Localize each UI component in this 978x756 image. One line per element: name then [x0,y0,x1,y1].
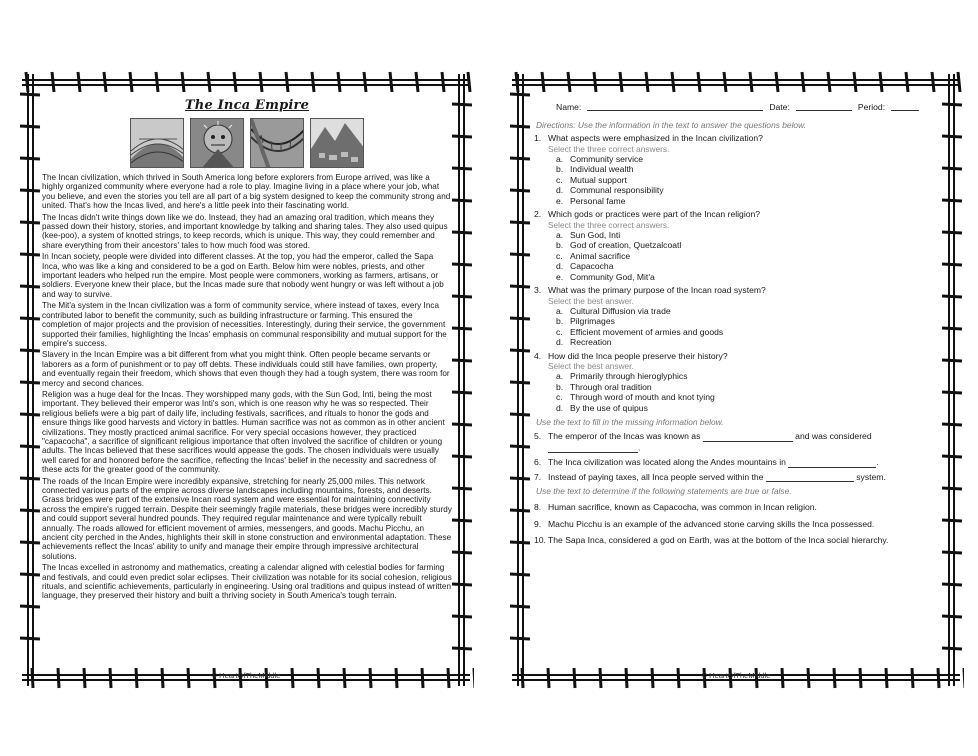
question-text: Human sacrifice, known as Capacocha, was common in Incan religion. [548,502,817,513]
question-text: Instead of paying taxes, all Inca people served within the [548,471,764,482]
paragraph: Slavery in the Incan Empire was a bit different from what you might think. Often people became servants or laborers as a form of punishment or to pay off debts. These individuals could still have families, own property, and eventually regain their freedom, which shows that even though they had a tough system, there was room for mercy and second chances. [42,350,450,388]
true-false-question [534,519,942,530]
option-letter: d. [556,402,564,413]
worksheet-content [534,102,942,664]
paragraph: The Incas excelled in astronomy and mathematics, creating a calendar aligned with celestial bodies for farming and festivals, and could even predict solar eclipses. Their civilization was notable for its social cohesion, religious rituals, and scientific achievements, particularly in engineering. Using oral traditions and quipus instead of written language, they preserved their history and built a thriving society in South America's tough terrain. [42,563,452,601]
paragraph: In Incan society, people were divided into different classes. At the top, you had the emperor, called the Sapa Inca, who was like a king and considered to be a god on Earth. Below him were nobles, priests, and other important leaders who helped run the empire. Most people were commoners, working as farmers, artisans, or soldiers. Everyone knew their place, but the Incas made sure that nobody went hungry or was left without a job and way to survive. [42,252,444,299]
question-hint: Select the best answer. [548,361,634,372]
multiple-choice-question [534,351,942,414]
question-number: 3. [534,285,542,296]
reading-content [42,98,452,664]
copyright-footer: © HeartOfTheMiddle [701,671,771,680]
option-letter: d. [556,185,564,196]
option-text: Mutual support [570,174,627,185]
answer-option[interactable] [556,261,942,272]
option-letter: b. [556,164,564,175]
question-number: 6. [534,456,542,467]
option-letter: a. [556,229,564,240]
question-text: and was considered [795,431,872,442]
header-fields [556,102,942,112]
question-text: Machu Picchu is an example of the advanced stone carving skills the Inca possessed. [548,518,875,529]
answer-option[interactable] [556,272,942,283]
period-field[interactable] [891,102,919,111]
answer-option[interactable] [556,392,942,403]
question-text: How did the Inca people preserve their history? [548,350,728,361]
machu-picchu-image [310,118,364,168]
answer-option[interactable] [556,327,942,338]
paragraph: The Incas didn't write things down like we do. Instead, they had an amazing oral tradition, which means they passed down their history, stories, and important knowledge by talking and sharing tales. They also used quipus (kee-poo), a system of knotted strings, to keep records, which is unique. This way, they could remember and share everything from their ancestors' tales to how much food was stored. [42,212,448,250]
option-text: Individual wealth [570,164,634,175]
answer-option[interactable] [556,371,942,382]
date-label: Date: [769,102,790,112]
period-label: Period: [857,102,886,112]
question-number: 8. [534,502,542,513]
option-letter: a. [556,371,564,382]
answer-option[interactable] [556,240,942,251]
answer-blank[interactable] [703,433,793,442]
option-letter: c. [556,326,563,337]
question-text: system. [856,471,886,482]
paragraph: Religion was a huge deal for the Incas. They worshipped many gods, with the Sun God, Inti, being the most important. They believed their emperor was Inti's son, which is one reason why he was so respected. Their religious beliefs were a big part of daily life, including festivals, sacrifices, and rituals to honor the gods and ensure things like good harvests and victory in battles. Human sacrifice was not as common as in other ancient civilizations. They mostly practiced animal sacrifice. For very special occasions however, they practiced "capacocha", a sacrifice of significant religious importance that often involved the sacrifice of children or young adults. The Incas believed that these sacrifices would appease the gods. The chosen individuals were usually well cared for and honored before the sacrifice, reflecting the Incas' belief in the necessity and sacredness of these acts for the greater good of the community. [42,389,445,475]
option-text: Through oral tradition [570,381,652,392]
option-text: God of creation, Quetzalcoatl [570,240,682,251]
name-field[interactable] [587,102,763,111]
paragraph: The Incan civilization, which thrived in South America long before explorers from Europe arrived, was like a highly organized community where everyone had a role to play. Imagine living in a place where your job, what you believe, and even the stories you tell are all part of a big system designed to keep the community strong and united. That's how the Incas lived, and here's a little peek into their fascinating world. [42,173,451,211]
question-number: 4. [534,350,542,361]
option-letter: b. [556,240,564,251]
fill-question [534,431,942,453]
true-false-question [534,535,942,546]
worksheet-page [508,70,964,690]
answer-blank[interactable] [788,456,879,468]
directions-true-false: Use the text to determine if the following statements are true or false. [536,486,792,497]
paragraph: The Mit'a system in the Incan civilization was a form of community service, where instead of taxes, every Inca contributed labor to benefit the community, such as building infrastructure or farming. This ensured the completion of major projects and the provision of necessities. Interestingly, during their service, the government supported their families, highlighting the Incas' emphasis on communal responsibility and mutual support for the empire's success. [42,301,447,348]
answer-option[interactable] [556,154,942,165]
option-letter: c. [556,250,563,261]
answer-option[interactable] [556,316,942,327]
option-text: Animal sacrifice [570,250,631,261]
answer-blank[interactable] [766,473,854,482]
answer-option[interactable] [556,251,942,262]
question-text: . [638,442,641,453]
question-number: 9. [534,518,542,529]
date-field[interactable] [796,102,852,111]
question-hint: Select the best answer. [548,295,634,306]
question-row [534,285,942,296]
option-letter: a. [556,153,564,164]
option-text: Recreation [570,337,612,348]
question-number: 5. [534,431,542,442]
reading-passage-page [18,70,474,690]
question-row [534,351,942,362]
copyright-footer: © HeartOfTheMiddle [211,671,281,680]
option-text: Cultural Diffusion via trade [570,305,671,316]
option-letter: b. [556,381,564,392]
rope-bridge-image [250,118,304,168]
question-row [534,133,942,144]
option-letter: e. [556,195,564,206]
answer-options [556,306,942,348]
option-text: Through word of mouth and knot tying [570,392,715,403]
answer-option[interactable] [556,164,942,175]
option-text: Communal responsibility [570,185,664,196]
option-letter: d. [556,337,564,348]
option-letter: c. [556,174,563,185]
name-label: Name: [556,102,582,112]
option-text: Primarily through hieroglyphics [570,371,688,382]
question-row [534,209,942,220]
option-text: By the use of quipus [570,402,648,413]
question-number: 10. [534,535,546,546]
question-number: 7. [534,471,542,482]
question-text: What aspects were emphasized in the Incan civilization? [548,133,763,143]
option-text: Pilgrimages [570,316,615,327]
question-hint: Select the three correct answers. [548,143,670,154]
answer-option[interactable] [556,337,942,348]
question-text: What was the primary purpose of the Incan road system? [548,285,766,296]
answer-options [556,230,942,283]
inca-god-carving-image [190,118,244,168]
answer-option[interactable] [556,382,942,393]
answer-blank[interactable] [548,442,641,453]
option-letter: d. [556,261,564,272]
image-strip [42,118,452,168]
multiple-choice-section [534,133,942,413]
multiple-choice-question [534,133,942,206]
question-number: 1. [534,133,542,143]
answer-option[interactable] [556,230,942,241]
option-letter: c. [556,392,563,403]
option-text: Personal fame [570,195,626,206]
fill-question [534,457,942,468]
directions-multiple-choice: Directions: Use the information in the text to answer the questions below. [536,120,807,130]
question-text: Which gods or practices were part of the Incan religion? [548,209,761,220]
option-letter: b. [556,316,564,327]
question-text: The Inca civilization was located along the Andes mountains in [548,456,786,467]
directions-fill-in: Use the text to fill in the missing information below. [536,417,724,428]
answer-option[interactable] [556,185,942,196]
question-hint: Select the three correct answers. [548,219,670,230]
article-body [42,173,452,601]
answer-option[interactable] [556,196,942,207]
option-text: Capacocha [570,261,614,272]
answer-option[interactable] [556,306,942,317]
answer-option[interactable] [556,403,942,414]
multiple-choice-question [534,209,942,282]
option-letter: e. [556,271,564,282]
true-false-question [534,502,942,513]
article-title: The Inca Empire [184,98,310,113]
option-text: Sun God, Inti [570,229,621,240]
option-text: Efficient movement of armies and goods [570,326,724,337]
multiple-choice-question [534,285,942,348]
inca-terraces-image [130,118,184,168]
option-letter: a. [556,305,564,316]
question-number: 2. [534,209,542,220]
fill-question [534,472,942,483]
question-text: The emperor of the Incas was known as [548,431,701,442]
option-text: Community God, Mit'a [570,271,655,282]
answer-option[interactable] [556,175,942,186]
paragraph: The roads of the Incan Empire were incredibly expansive, stretching for nearly 25,000 miles. This network connected various parts of the empire across diverse landscapes including mountains, forests, and deserts. Grass bridges were part of the extensive Incan road system and were essential for maintaining connectivity across the empire's rugged terrain. Despite their seemingly fragile materials, these bridges were incredibly sturdy and could support several hundred pounds. They required regular maintenance and were typically rebuilt annually. The roads allowed for efficient movement of armies, messengers, and goods. Machu Picchu, an ancient city perched in the Andes, highlights their skill in stone construction and environmental adaptation. These achievements reflect the Incas' ability to unify and manage their empire through impressive architectural solutions. [42,476,452,561]
question-text: . [876,456,879,467]
question-text: The Sapa Inca, considered a god on Earth, was at the bottom of the Inca social hierarchy. [548,535,889,546]
answer-options [556,154,942,207]
option-text: Community service [570,153,644,164]
answer-options [556,371,942,413]
